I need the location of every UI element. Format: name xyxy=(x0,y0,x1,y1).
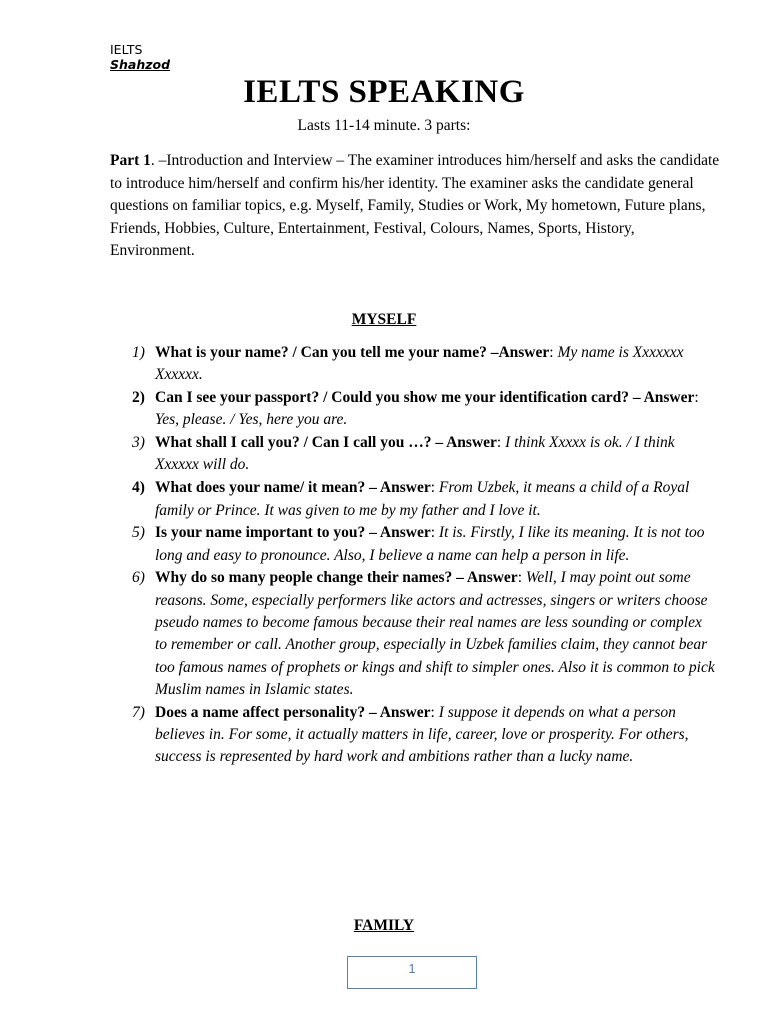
answer-separator: : xyxy=(430,524,439,542)
question-list xyxy=(110,342,716,769)
question-text: Is your name important to you? – Answer xyxy=(155,524,431,542)
answer-text: From Uzbek, it means a child of a Royal family or Prince. It was given to me by my father and I love it. xyxy=(155,479,690,519)
answer-text: Yes, please. / Yes, here you are. xyxy=(155,411,348,429)
question-number: 5) xyxy=(132,524,145,542)
question-text: What is your name? / Can you tell me your name? –Answer xyxy=(155,344,550,361)
list-item xyxy=(110,567,716,701)
answer-text: I suppose it depends on what a person believes in. For some, it actually matters in life, career, love or prosperity. For others, success is represented by hard work and ambitions rather than a lucky name. xyxy=(155,703,689,766)
answer-text: It is. Firstly, I like its meaning. It is not too long and easy to pronounce. Also, I believe a name can help a person in life. xyxy=(155,524,705,564)
document-header xyxy=(110,42,170,72)
intro-text: . –Introduction and Interview – The examiner introduces him/herself and asks the candidate to introduce him/herself and confirm his/her identity. The examiner asks the candidate general questions on familiar topics, e.g. Myself, Family, Studies or Work, My hometown, Future plans, Friends, Hobbies, Culture, Entertainment, Festival, Colours, Names, Sports, History, Environment. xyxy=(110,152,720,259)
section-heading-myself: MYSELF xyxy=(351,311,417,328)
page-subtitle: Lasts 11-14 minute. 3 parts: xyxy=(297,117,471,134)
question-text: Can I see your passport? / Could you show me your identification card? – Answer xyxy=(155,389,695,407)
question-number: 6) xyxy=(132,569,145,587)
question-text: What does your name/ it mean? – Answer xyxy=(155,479,431,497)
list-item xyxy=(110,342,716,387)
question-text: Does a name affect personality? – Answer xyxy=(155,703,431,721)
question-text: What shall I call you? / Can I call you …? – Answer xyxy=(155,434,497,452)
answer-separator: : xyxy=(549,344,558,361)
page-number: 1 xyxy=(408,961,416,976)
answer-separator: : xyxy=(430,703,439,721)
header-author: Shahzod xyxy=(110,57,171,72)
question-number: 4) xyxy=(132,479,145,497)
list-item xyxy=(110,387,716,432)
answer-separator: : xyxy=(496,434,506,452)
question-number: 3) xyxy=(132,434,145,452)
answer-text: I think Xxxxx is ok. / I think Xxxxxx will do. xyxy=(155,434,675,474)
question-number: 1) xyxy=(132,344,145,361)
question-number: 2) xyxy=(132,389,145,407)
answer-separator: : xyxy=(430,479,439,497)
answer-separator: : xyxy=(517,569,526,587)
answer-text: Well, I may point out some reasons. Some, especially performers like actors and actresses, singers or writers choose pseudo names to become famous because their real names are less sounding or complex to remember or call. Another group, especially in Uzbek families claim, they cannot bear too famous names of prophets or kings and shift to simpler ones. Also it is common to pick Muslim names in Islamic states. xyxy=(155,569,715,698)
list-item xyxy=(110,477,716,522)
question-number: 7) xyxy=(132,703,145,721)
answer-text: My name is Xxxxxxx Xxxxxx. xyxy=(155,344,684,384)
question-text: Why do so many people change their names? – Answer xyxy=(155,569,518,587)
list-item xyxy=(110,432,716,477)
list-item xyxy=(110,522,716,567)
header-label: IELTS xyxy=(110,42,143,57)
answer-separator: : xyxy=(694,389,699,407)
page-title: IELTS SPEAKING xyxy=(243,74,525,110)
page-number-box xyxy=(347,956,477,989)
intro-paragraph xyxy=(110,150,720,263)
list-item xyxy=(110,702,716,769)
section-heading-family: FAMILY xyxy=(353,917,415,934)
part-label: Part 1 xyxy=(110,152,151,169)
